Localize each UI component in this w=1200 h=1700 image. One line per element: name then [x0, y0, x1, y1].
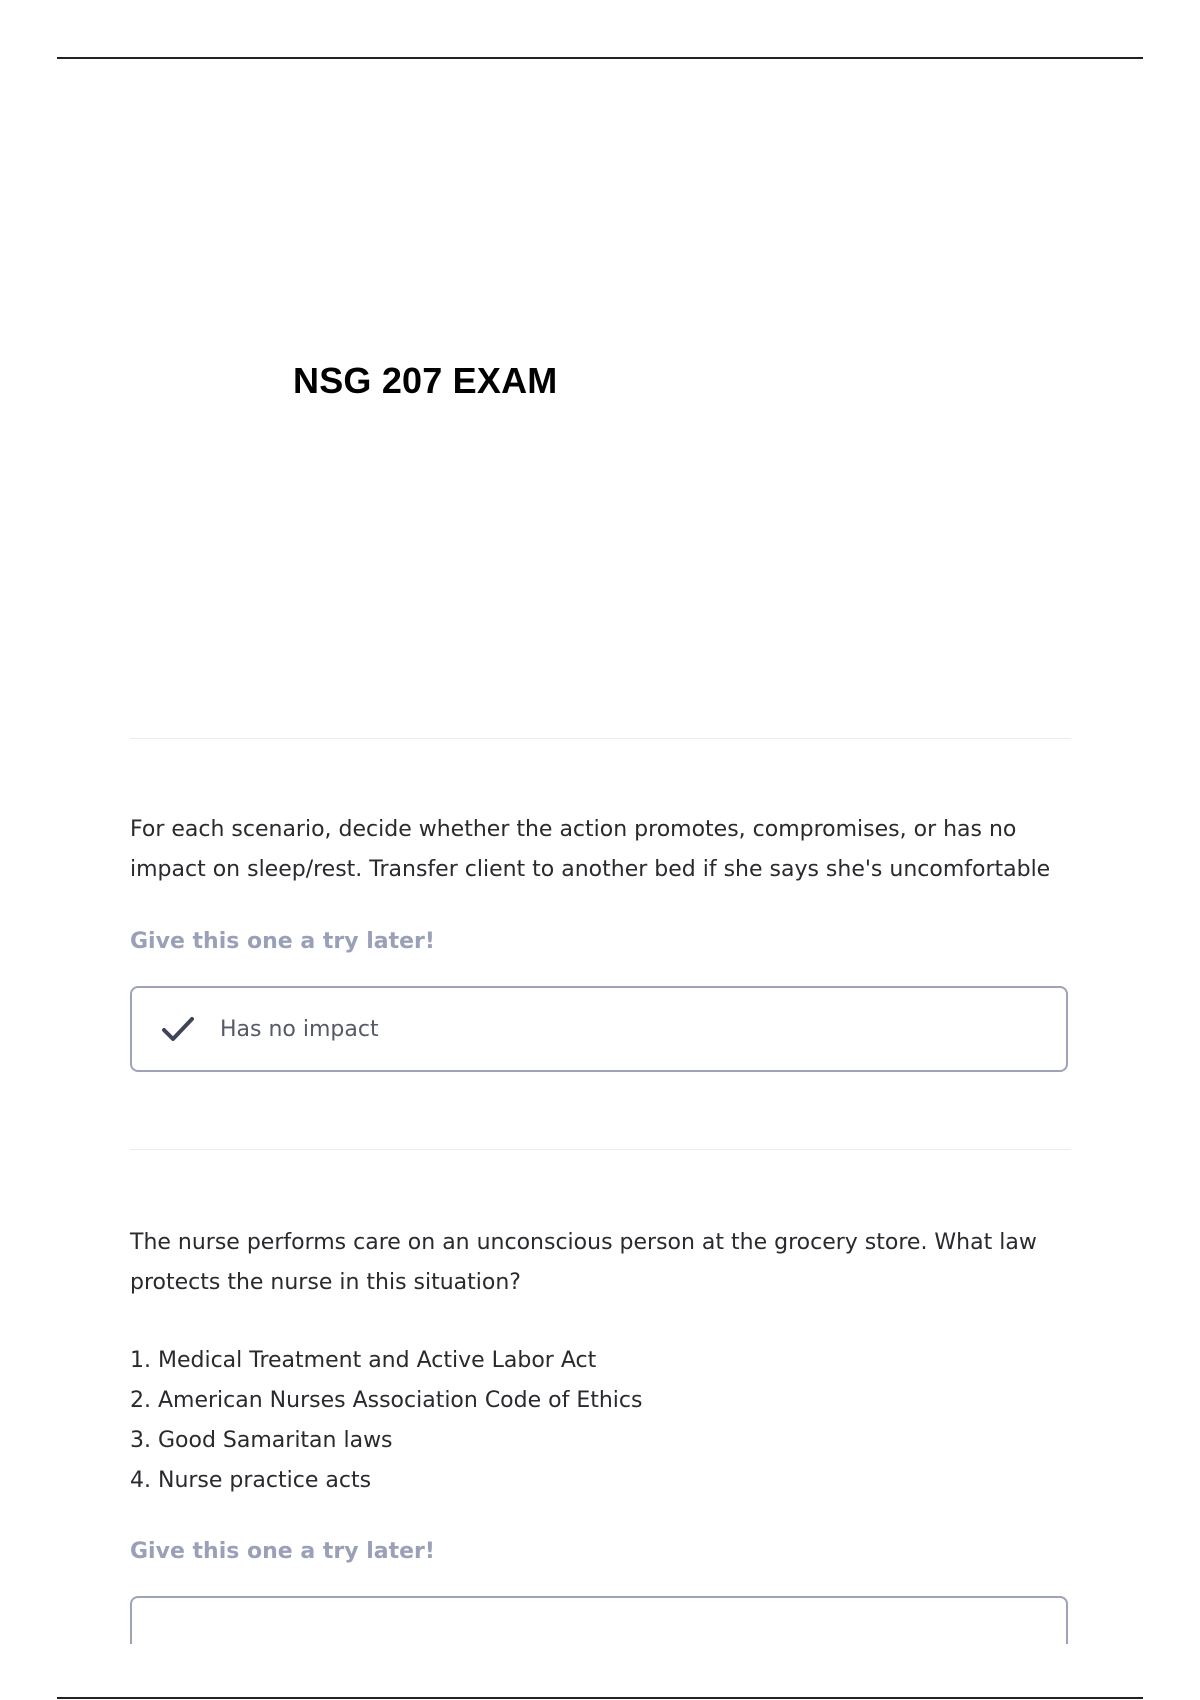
- question-2-option-4: 4. Nurse practice acts: [130, 1468, 372, 1493]
- page-cutoff: [0, 1644, 1200, 1696]
- document-title: NSG 207 EXAM: [293, 360, 558, 401]
- question-2-line-1: The nurse performs care on an unconscious person at the grocery store. What law: [130, 1230, 1037, 1255]
- checkmark-icon: [158, 1009, 198, 1049]
- page-top-rule: [57, 57, 1143, 59]
- question-1-try-later[interactable]: Give this one a try later!: [130, 929, 435, 954]
- question-2-options: [130, 1341, 1070, 1501]
- question-2-try-later[interactable]: Give this one a try later!: [130, 1539, 435, 1564]
- question-2-option-2: 2. American Nurses Association Code of Ethics: [130, 1388, 643, 1413]
- question-1-answer-box[interactable]: [130, 986, 1068, 1072]
- question-2-option-3: 3. Good Samaritan laws: [130, 1428, 393, 1453]
- section-divider: [130, 738, 1071, 739]
- page-bottom-rule: [57, 1697, 1143, 1699]
- question-1-prompt: [130, 810, 1070, 890]
- question-2-prompt: [130, 1223, 1070, 1303]
- question-2-option-1: 1. Medical Treatment and Active Labor Act: [130, 1348, 597, 1373]
- question-1-line-2: impact on sleep/rest. Transfer client to another bed if she says she's uncomfortable: [130, 857, 1051, 882]
- question-1-line-1: For each scenario, decide whether the action promotes, compromises, or has no: [130, 817, 1017, 842]
- question-1-answer-text: Has no impact: [220, 1016, 379, 1042]
- section-divider: [130, 1149, 1071, 1150]
- question-2-line-2: protects the nurse in this situation?: [130, 1270, 521, 1295]
